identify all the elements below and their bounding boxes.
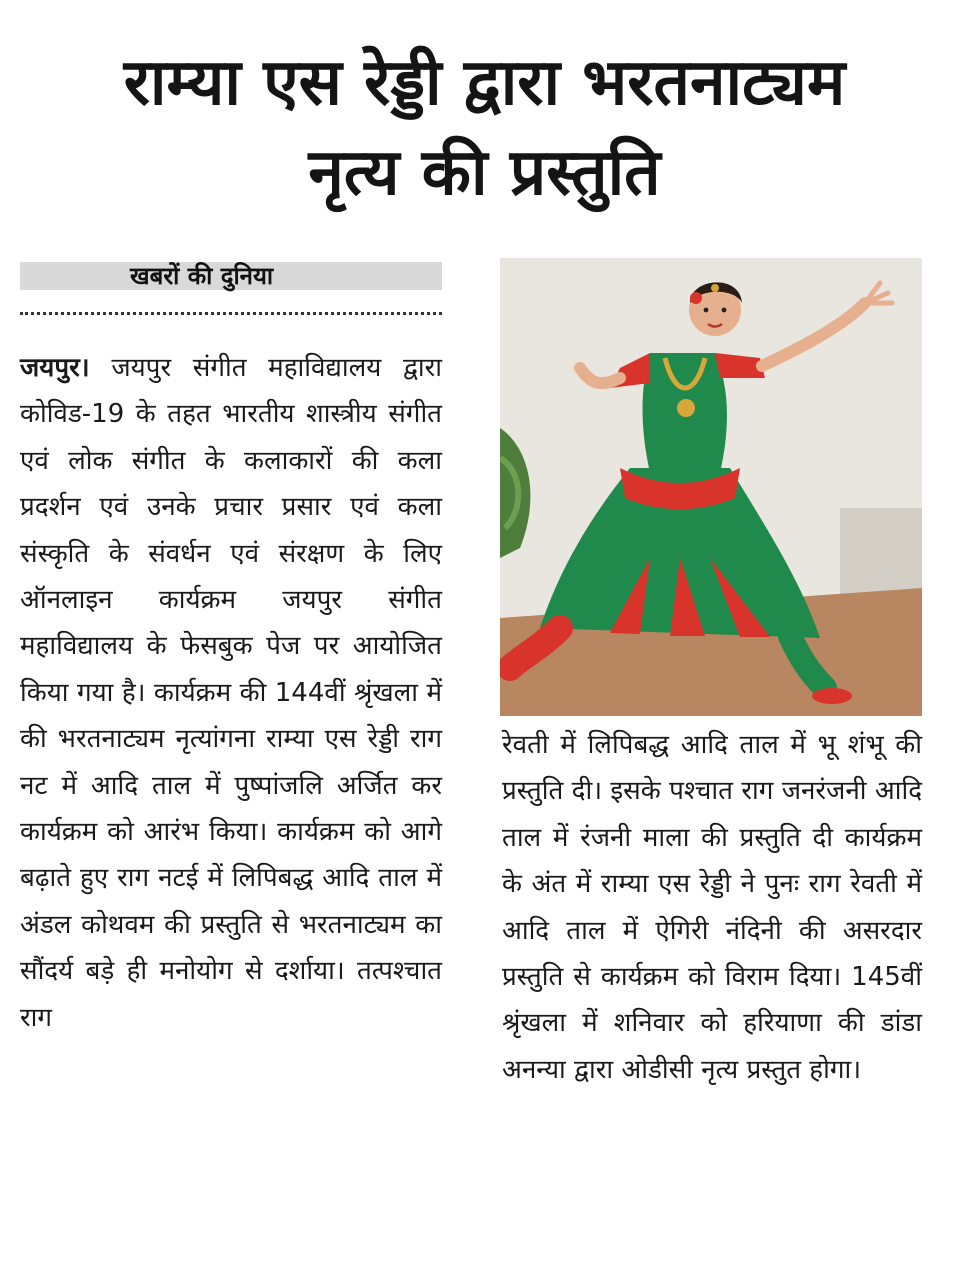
dotted-divider bbox=[20, 312, 442, 315]
dancer-headpiece bbox=[711, 284, 719, 292]
section-label-bar bbox=[20, 262, 442, 290]
article-column-right bbox=[502, 722, 922, 1093]
article-column-left bbox=[20, 345, 442, 1041]
dateline: जयपुर। bbox=[20, 353, 90, 383]
dancer-eye-left bbox=[704, 308, 709, 313]
dancer-illustration bbox=[500, 258, 922, 716]
section-label: खबरों की दुनिया bbox=[130, 262, 274, 290]
body-text-left: जयपुर संगीत महाविद्यालय द्वारा कोविड-19 के तहत भारतीय शास्त्रीय संगीत एवं लोक संगीत के कलाकारों की कला प्रदर्शन एवं उनके प्रचार प्रसार एवं कला संस्कृति के संवर्धन एवं संरक्षण के लिए ऑनलाइन कार्यक्रम जयपुर संगीत महाविद्यालय के फेसबुक पेज पर आयोजित किया गया है। कार्यक्रम की 144वीं श्रृंखला में की भरतनाट्यम नृत्यांगना राम्या एस रेड्डी राग नट में आदि ताल में पुष्पांजलि अर्जित कर कार्यक्रम को आरंभ किया। कार्यक्रम को आगे बढ़ाते हुए राग नटई में लिपिबद्ध आदि ताल में अंडल कोथवम की प्रस्तुति से भरतनाट्यम का सौंदर्य बड़े ही मनोयोग से दर्शाया। तत्पश्चात राग bbox=[20, 353, 442, 1033]
headline-line-1: राम्या एस रेड्डी द्वारा भरतनाट्यम bbox=[123, 46, 846, 120]
headline bbox=[10, 38, 959, 218]
dancer-pendant bbox=[677, 399, 695, 417]
dancer-eye-right bbox=[722, 308, 727, 313]
headline-line-2: नृत्य की प्रस्तुति bbox=[308, 136, 661, 210]
dancer-photo bbox=[500, 258, 922, 716]
body-text-right: रेवती में लिपिबद्ध आदि ताल में भू शंभू की प्रस्तुति दी। इसके पश्चात राग जनरंजनी आदि ताल में रंजनी माला की प्रस्तुति दी कार्यक्रम के अंत में राम्या एस रेड्डी ने पुनः राग रेवती में आदि ताल में ऐगिरी नंदिनी की असरदार प्रस्तुति से कार्यक्रम को विराम दिया। 145वीं श्रृंखला में शनिवार को हरियाणा की डांडा अनन्या द्वारा ओडीसी नृत्य प्रस्तुत होगा। bbox=[502, 730, 922, 1085]
dancer-hair-flower bbox=[690, 292, 702, 304]
dancer-foot bbox=[812, 688, 852, 704]
